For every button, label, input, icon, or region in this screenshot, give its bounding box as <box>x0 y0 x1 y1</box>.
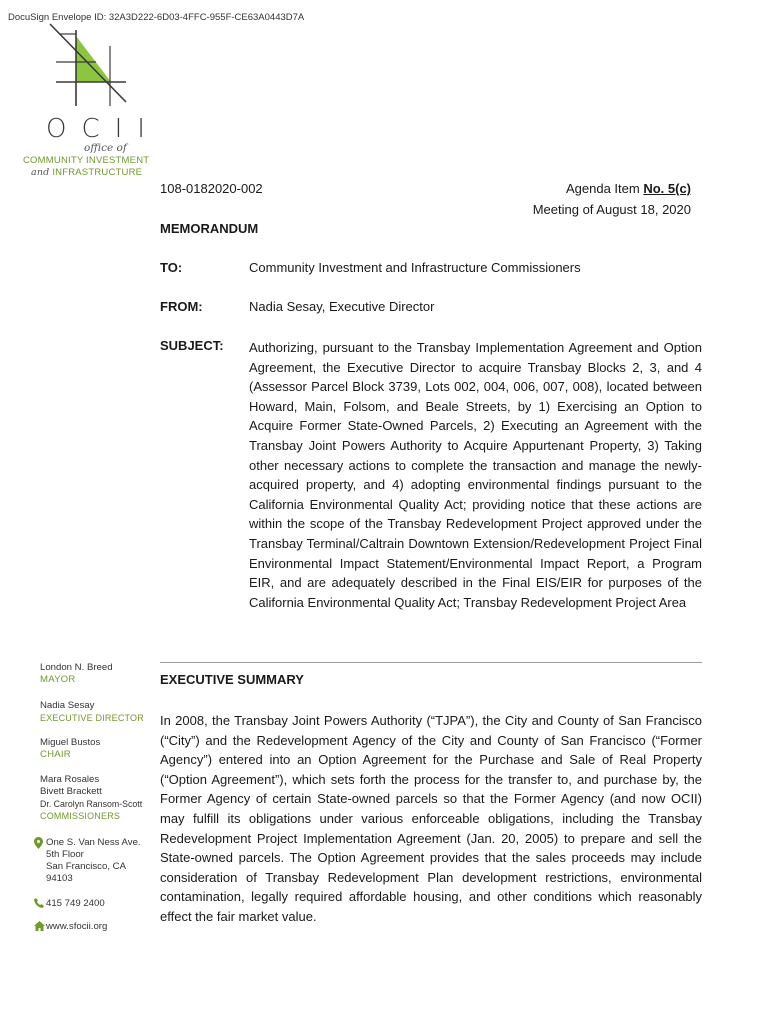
logo-office-of: office of <box>84 142 127 154</box>
to-label: TO: <box>160 260 183 275</box>
address-line-4: 94103 <box>46 873 73 884</box>
home-icon <box>34 921 45 934</box>
logo-infrastructure <box>31 167 142 178</box>
ocii-logo-mark <box>48 22 130 108</box>
address-line-2: 5th Floor <box>46 849 84 860</box>
meeting-date: Meeting of August 18, 2020 <box>532 202 691 217</box>
address-line-1: One S. Van Ness Ave. <box>46 837 141 848</box>
chair-title: CHAIR <box>40 749 71 760</box>
location-pin-icon <box>34 837 43 852</box>
agenda-item <box>566 181 691 196</box>
memorandum-title: MEMORANDUM <box>160 221 259 236</box>
reference-number: 108-0182020-002 <box>160 181 263 196</box>
website-link[interactable]: www.sfocii.org <box>46 921 108 932</box>
subject-label: SUBJECT: <box>160 338 224 353</box>
phone-number: 415 749 2400 <box>46 898 105 909</box>
agenda-number: No. 5(c) <box>643 181 691 196</box>
executive-summary-text: In 2008, the Transbay Joint Powers Authority (“TJPA”), the City and County of San Francisco (“City”) and the Redevelopment Agency of the City and County of San Francisco (“Former Agency”) entered into an Option Agreement for the Purchase and Sale of Real Property (“Option Agreement”), which sets forth the process for the transfer to, and purchase by, the Former Agency of certain State-owned parcels so that the Former Agency (and now OCII) may fulfill its obligations under various enforceable obligations, including the Transbay Redevelopment Project Implementation Agreement (Jan. 20, 2005) to prepare and sell the State-owned parcels. The Option Agreement provides that the sales proceeds may include consideration of Transbay Redevelopment Plan development restrictions, environmental contamination, legally required affordable housing, and other conditions which reasonably effect the fair market value. <box>160 713 702 924</box>
commissioner-rosales: Mara Rosales <box>40 774 100 785</box>
phone-icon <box>34 898 44 911</box>
logo-infrastructure-text: INFRASTRUCTURE <box>52 167 143 178</box>
mayor-name: London N. Breed <box>40 662 113 673</box>
section-divider <box>160 662 702 663</box>
chair-name: Miguel Bustos <box>40 737 101 748</box>
commissioner-ransom-scott: Dr. Carolyn Ransom-Scott <box>40 799 143 809</box>
mayor-title: MAYOR <box>40 674 76 685</box>
docusign-envelope-id: DocuSign Envelope ID: 32A3D222-6D03-4FFC-955F-CE63A0443D7A <box>8 12 305 23</box>
director-title: EXECUTIVE DIRECTOR <box>40 713 144 723</box>
logo-community-investment: COMMUNITY INVESTMENT <box>23 155 150 166</box>
logo-and: and <box>31 167 50 178</box>
executive-summary-title: EXECUTIVE SUMMARY <box>160 672 304 687</box>
commissioners-title: COMMISSIONERS <box>40 811 121 821</box>
agenda-prefix: Agenda Item <box>566 181 644 196</box>
subject-text: Authorizing, pursuant to the Transbay Implementation Agreement and Option Agreement, the Executive Director to acquire Transbay Blocks 2, 3, and 4 (Assessor Parcel Block 3739, Lots 002, 004, 006, 007, 008), located between Howard, Main, Folsom, and Beale Streets, by 1) Exercising an Option to Acquire Former State-Owned Parcels, 2) Executing an Agreement with the Transbay Joint Powers Authority to Acquire Appurtenant Property, 3) Taking other necessary actions to complete the transaction and manage the newly-acquired property, and 4) adopting environmental findings pursuant to the California Environmental Quality Act; providing notice that these actions are within the scope of the Transbay Redevelopment Project approved under the Transbay Terminal/Caltrain Downtown Extension/Redevelopment Project Final Environmental Impact Statement/Environmental Impact Report, a Program EIR, and are adequately described in the Final EIS/EIR for purposes of the California Environmental Quality Act; Transbay Redevelopment Project Area <box>249 340 702 610</box>
commissioner-brackett: Bivett Brackett <box>40 786 102 797</box>
director-name: Nadia Sesay <box>40 700 95 711</box>
to-value: Community Investment and Infrastructure Commissioners <box>249 260 581 275</box>
from-label: FROM: <box>160 299 203 314</box>
from-value: Nadia Sesay, Executive Director <box>249 299 435 314</box>
address-line-3: San Francisco, CA <box>46 861 126 872</box>
ocii-wordmark: OCII <box>46 114 160 144</box>
